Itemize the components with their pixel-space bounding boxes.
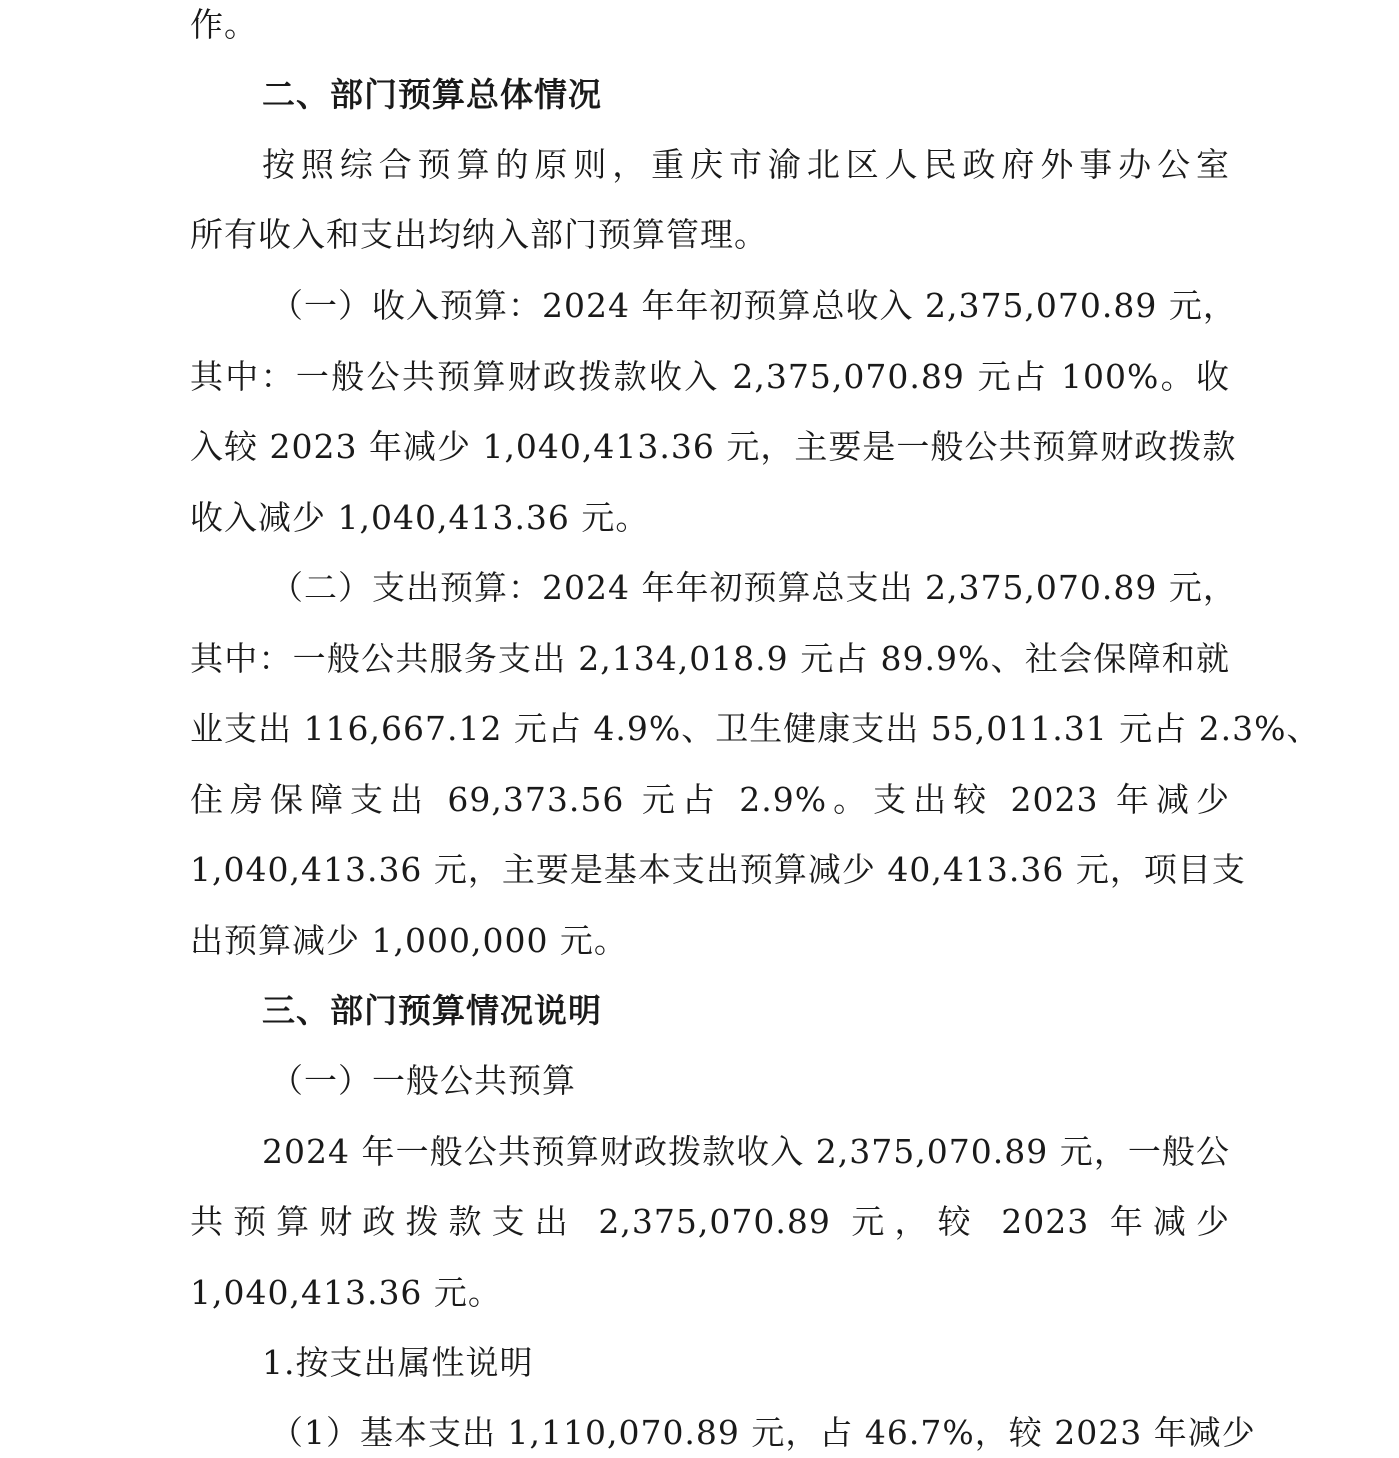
paragraph-line: 出预算减少 1,000,000 元。 <box>190 921 628 960</box>
paragraph-line: 其中：一般公共预算财政拨款收入 2,375,070.89 元占 100%。收 <box>190 357 1230 396</box>
paragraph-line: 所有收入和支出均纳入部门预算管理。 <box>190 215 768 254</box>
text-line: 作。 <box>190 5 258 44</box>
paragraph-line: 住房保障支出 69,373.56 元占 2.9%。支出较 2023 年减少 <box>190 780 1230 819</box>
paragraph-line: 入较 2023 年减少 1,040,413.36 元，主要是一般公共预算财政拨款 <box>190 427 1237 466</box>
paragraph-line: 共预算财政拨款支出 2,375,070.89 元，较 2023 年减少 <box>190 1202 1230 1241</box>
paragraph-line: 收入减少 1,040,413.36 元。 <box>190 498 650 537</box>
paragraph-line: 其中：一般公共服务支出 2,134,018.9 元占 89.9%、社会保障和就 <box>190 639 1230 678</box>
paragraph-line: 1,040,413.36 元，主要是基本支出预算减少 40,413.36 元，项目支 <box>190 850 1246 889</box>
paragraph-line: （1）基本支出 1,110,070.89 元，占 46.7%，较 2023 年减少 <box>270 1413 1256 1452</box>
paragraph-line: 1,040,413.36 元。 <box>190 1273 502 1312</box>
paragraph-line: 业支出 116,667.12 元占 4.9%、卫生健康支出 55,011.31 元占 2.3%、 <box>190 709 1321 748</box>
paragraph-line: （一）收入预算：2024 年年初预算总收入 2,375,070.89 元， <box>270 286 1237 325</box>
paragraph-line: （二）支出预算：2024 年年初预算总支出 2,375,070.89 元， <box>270 568 1237 607</box>
subsection-heading: （一）一般公共预算 <box>270 1061 576 1100</box>
paragraph-line: 2024 年一般公共预算财政拨款收入 2,375,070.89 元，一般公 <box>262 1132 1230 1171</box>
section-heading: 三、部门预算情况说明 <box>262 991 602 1030</box>
section-heading: 二、部门预算总体情况 <box>262 75 602 114</box>
subsection-heading: 1.按支出属性说明 <box>262 1343 534 1382</box>
paragraph-line: 按照综合预算的原则，重庆市渝北区人民政府外事办公室 <box>262 145 1230 184</box>
